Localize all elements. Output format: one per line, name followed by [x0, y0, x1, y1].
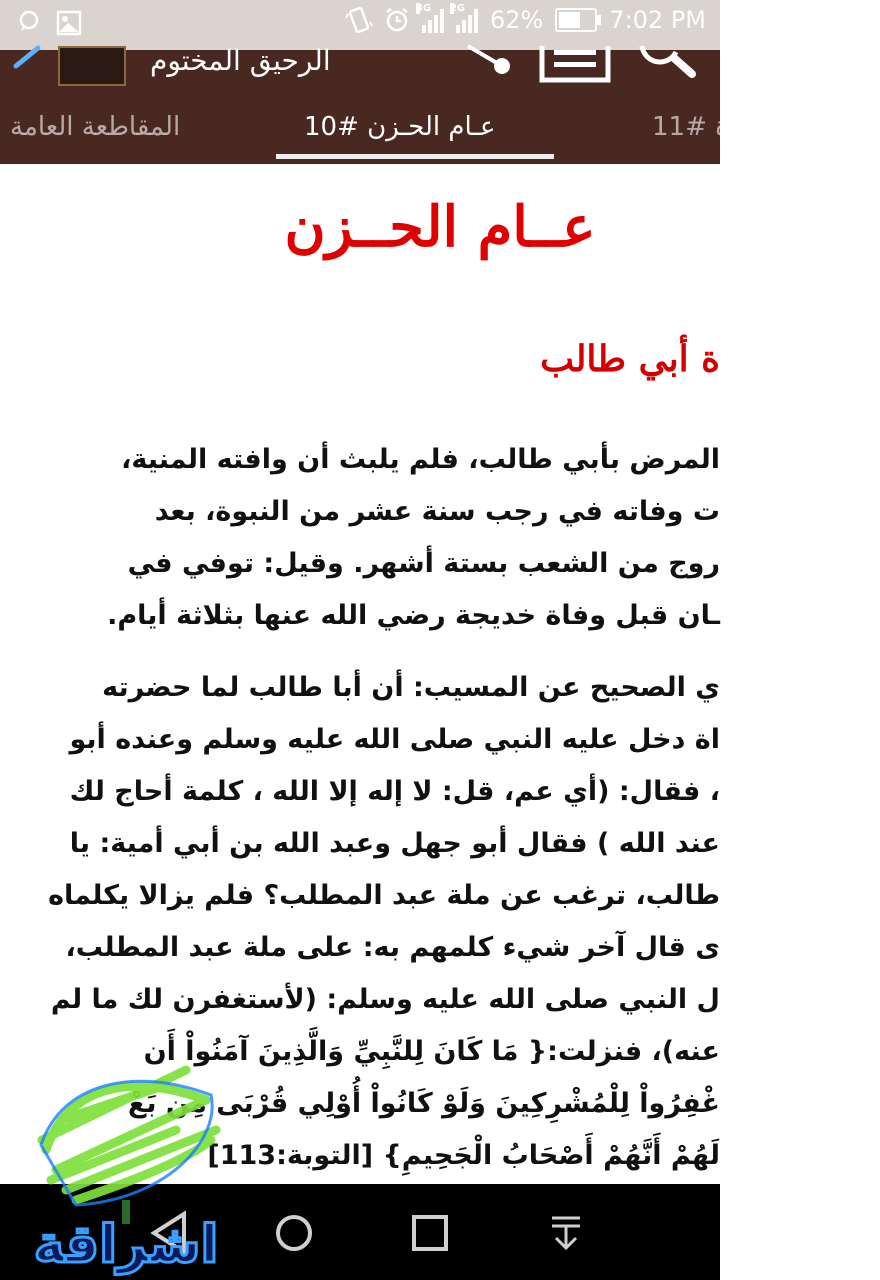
text-line: ى قال آخر شيء كلمهم به: على ملة عبد المطلب،: [65, 932, 720, 963]
text-line: ، فقال: (أي عم، قل: لا إله إلا الله ، كلمة أحاج لك: [69, 776, 720, 807]
app-bar: [0, 44, 729, 164]
text-line: عند الله ) فقال أبو جهل وعبد الله بن أبي أمية: يا: [69, 828, 720, 859]
chapter-title: عــام الحــزن: [284, 194, 596, 260]
text-line: عنه)، فنزلت:{ مَا كَانَ لِلنَّبِيِّ وَالَّذِينَ آمَنُواْ أَن: [143, 1036, 720, 1067]
active-tab-indicator: [276, 154, 554, 159]
tab-chapter-11[interactable]: 11# ة: [652, 112, 729, 142]
text-line: ت وفاته في رجب سنة عشر من النبوة، بعد: [154, 496, 720, 527]
book-cover-thumbnail[interactable]: [58, 46, 126, 86]
tab-chapter-10[interactable]: عـام الحـزن #10: [304, 112, 496, 142]
text-line: المرض بأبي طالب، فلم يلبث أن وافته المنية،: [121, 444, 720, 475]
network-type-2: 2G: [449, 3, 466, 14]
battery-percent: 62%: [489, 6, 544, 34]
alarm-icon: [384, 7, 410, 33]
battery-icon: [555, 8, 597, 32]
text-line: لَهُمْ أَنَّهُمْ أَصْحَابُ الْجَحِيمِ} [التوبة:113]: [207, 1140, 720, 1171]
svg-text:اشراقة: اشراقة: [33, 1215, 219, 1275]
tab-chapter-9[interactable]: المقاطعة العامة: [10, 112, 181, 142]
paragraph-1: [107, 434, 720, 642]
share-icon[interactable]: [458, 46, 516, 76]
text-line: ل النبي صلى الله عليه وسلم: (لأستغفرن لك ما لم: [50, 984, 720, 1015]
vibrate-icon: [346, 6, 372, 34]
search-icon[interactable]: [636, 46, 700, 78]
recents-icon[interactable]: [408, 1208, 452, 1258]
chat-icon: [18, 10, 40, 32]
text-line: ـان قبل وفاة خديجة رضي الله عنها بثلاثة أيام.: [107, 600, 720, 631]
menu-icon[interactable]: [540, 46, 610, 82]
network-type-1: 3G: [415, 3, 432, 14]
text-line: طالب، ترغب عن ملة عبد المطلب؟ فلم يزالا يكلماه: [48, 880, 720, 911]
watermark-logo: [6, 1030, 246, 1275]
signal-3g-icon: [415, 3, 444, 33]
section-heading: ة أبي طالب: [540, 338, 720, 380]
notification-pulldown-icon[interactable]: [546, 1208, 586, 1258]
text-line: غْفِرُواْ لِلْمُشْرِكِينَ وَلَوْ كَانُواْ أُوْلِي قُرْبَى مِن بَعْ: [127, 1088, 720, 1119]
signal-2g-icon: [449, 3, 478, 33]
text-line: اة دخل عليه النبي صلى الله عليه وسلم وعنده أبو: [69, 724, 720, 755]
clock: 7:02 PM: [609, 6, 706, 34]
text-line: روج من الشعب بستة أشهر. وقيل: توفي في: [127, 548, 720, 579]
status-bar: [0, 0, 720, 50]
text-line: ي الصحيح عن المسيب: أن أبا طالب لما حضرته: [102, 672, 720, 703]
home-icon[interactable]: [272, 1208, 316, 1258]
status-right: [346, 3, 706, 34]
edit-icon[interactable]: [12, 46, 46, 70]
image-icon: [56, 10, 82, 36]
notification-icons: [18, 10, 82, 36]
app-title: الرحيق المختوم: [150, 44, 331, 77]
